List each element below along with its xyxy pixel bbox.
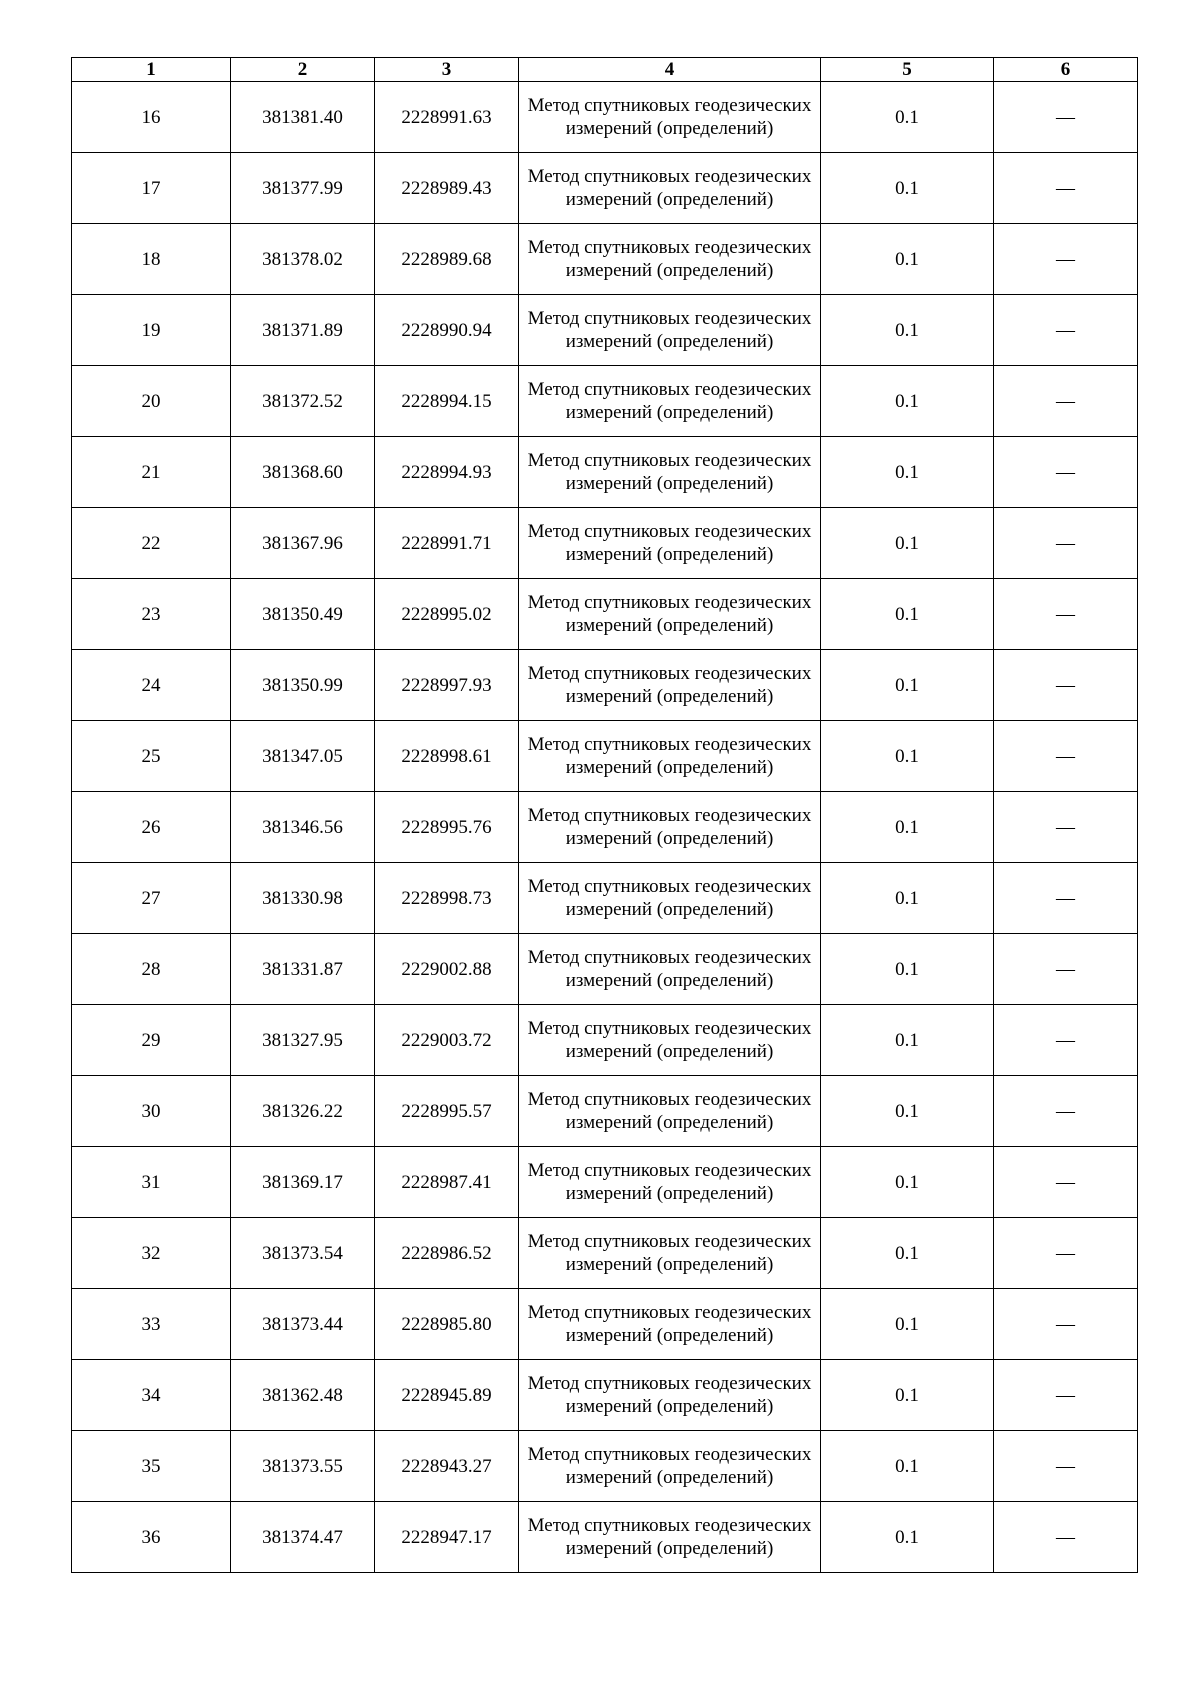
x-coordinate-cell: 381346.56 [231, 792, 375, 863]
y-coordinate-cell: 2228997.93 [375, 650, 519, 721]
precision-cell: 0.1 [821, 1502, 994, 1573]
x-coordinate-cell: 381347.05 [231, 721, 375, 792]
method-cell: Метод спутниковых геодезических измерений (определений) [519, 1360, 821, 1431]
y-coordinate-cell: 2228945.89 [375, 1360, 519, 1431]
method-cell: Метод спутниковых геодезических измерений (определений) [519, 295, 821, 366]
precision-cell: 0.1 [821, 82, 994, 153]
point-number-cell: 16 [72, 82, 231, 153]
precision-cell: 0.1 [821, 437, 994, 508]
note-cell: — [994, 295, 1138, 366]
table-row [72, 1076, 1138, 1147]
note-cell: — [994, 508, 1138, 579]
method-cell: Метод спутниковых геодезических измерений (определений) [519, 437, 821, 508]
x-coordinate-cell: 381369.17 [231, 1147, 375, 1218]
method-cell: Метод спутниковых геодезических измерений (определений) [519, 224, 821, 295]
note-cell: — [994, 934, 1138, 1005]
y-coordinate-cell: 2228990.94 [375, 295, 519, 366]
table-row [72, 650, 1138, 721]
y-coordinate-cell: 2228998.61 [375, 721, 519, 792]
table-row [72, 721, 1138, 792]
note-cell: — [994, 224, 1138, 295]
column-header-1: 1 [72, 58, 231, 82]
table-row [72, 437, 1138, 508]
note-cell: — [994, 1218, 1138, 1289]
x-coordinate-cell: 381373.44 [231, 1289, 375, 1360]
note-cell: — [994, 153, 1138, 224]
y-coordinate-cell: 2228991.63 [375, 82, 519, 153]
note-cell: — [994, 721, 1138, 792]
method-cell: Метод спутниковых геодезических измерений (определений) [519, 508, 821, 579]
x-coordinate-cell: 381331.87 [231, 934, 375, 1005]
point-number-cell: 31 [72, 1147, 231, 1218]
precision-cell: 0.1 [821, 1147, 994, 1218]
note-cell: — [994, 1147, 1138, 1218]
precision-cell: 0.1 [821, 1360, 994, 1431]
x-coordinate-cell: 381378.02 [231, 224, 375, 295]
point-number-cell: 25 [72, 721, 231, 792]
precision-cell: 0.1 [821, 1431, 994, 1502]
method-cell: Метод спутниковых геодезических измерений (определений) [519, 863, 821, 934]
point-number-cell: 17 [72, 153, 231, 224]
x-coordinate-cell: 381330.98 [231, 863, 375, 934]
precision-cell: 0.1 [821, 1076, 994, 1147]
table-row [72, 224, 1138, 295]
y-coordinate-cell: 2228987.41 [375, 1147, 519, 1218]
method-cell: Метод спутниковых геодезических измерений (определений) [519, 1431, 821, 1502]
y-coordinate-cell: 2228995.76 [375, 792, 519, 863]
method-cell: Метод спутниковых геодезических измерений (определений) [519, 1147, 821, 1218]
point-number-cell: 28 [72, 934, 231, 1005]
x-coordinate-cell: 381368.60 [231, 437, 375, 508]
y-coordinate-cell: 2228943.27 [375, 1431, 519, 1502]
y-coordinate-cell: 2228947.17 [375, 1502, 519, 1573]
note-cell: — [994, 650, 1138, 721]
y-coordinate-cell: 2229003.72 [375, 1005, 519, 1076]
table-row [72, 1147, 1138, 1218]
table-row [72, 1431, 1138, 1502]
x-coordinate-cell: 381373.54 [231, 1218, 375, 1289]
table-header [72, 58, 1138, 82]
point-number-cell: 32 [72, 1218, 231, 1289]
note-cell: — [994, 1360, 1138, 1431]
y-coordinate-cell: 2228989.68 [375, 224, 519, 295]
point-number-cell: 30 [72, 1076, 231, 1147]
point-number-cell: 23 [72, 579, 231, 650]
table-row [72, 934, 1138, 1005]
table-body [72, 82, 1138, 1573]
precision-cell: 0.1 [821, 579, 994, 650]
column-header-3: 3 [375, 58, 519, 82]
method-cell: Метод спутниковых геодезических измерений (определений) [519, 1218, 821, 1289]
note-cell: — [994, 437, 1138, 508]
x-coordinate-cell: 381350.99 [231, 650, 375, 721]
point-number-cell: 27 [72, 863, 231, 934]
y-coordinate-cell: 2228986.52 [375, 1218, 519, 1289]
precision-cell: 0.1 [821, 508, 994, 579]
y-coordinate-cell: 2228989.43 [375, 153, 519, 224]
note-cell: — [994, 579, 1138, 650]
table-row [72, 366, 1138, 437]
method-cell: Метод спутниковых геодезических измерений (определений) [519, 82, 821, 153]
x-coordinate-cell: 381374.47 [231, 1502, 375, 1573]
point-number-cell: 36 [72, 1502, 231, 1573]
precision-cell: 0.1 [821, 863, 994, 934]
note-cell: — [994, 82, 1138, 153]
point-number-cell: 18 [72, 224, 231, 295]
table-row [72, 153, 1138, 224]
table-row [72, 295, 1138, 366]
x-coordinate-cell: 381373.55 [231, 1431, 375, 1502]
method-cell: Метод спутниковых геодезических измерений (определений) [519, 792, 821, 863]
x-coordinate-cell: 381377.99 [231, 153, 375, 224]
precision-cell: 0.1 [821, 934, 994, 1005]
method-cell: Метод спутниковых геодезических измерений (определений) [519, 579, 821, 650]
point-number-cell: 26 [72, 792, 231, 863]
table-row [72, 792, 1138, 863]
x-coordinate-cell: 381362.48 [231, 1360, 375, 1431]
table-row [72, 579, 1138, 650]
note-cell: — [994, 1005, 1138, 1076]
table-row [72, 1502, 1138, 1573]
precision-cell: 0.1 [821, 721, 994, 792]
method-cell: Метод спутниковых геодезических измерений (определений) [519, 1005, 821, 1076]
y-coordinate-cell: 2228994.15 [375, 366, 519, 437]
precision-cell: 0.1 [821, 295, 994, 366]
y-coordinate-cell: 2228998.73 [375, 863, 519, 934]
x-coordinate-cell: 381350.49 [231, 579, 375, 650]
point-number-cell: 33 [72, 1289, 231, 1360]
coordinates-table [71, 57, 1138, 1573]
column-header-5: 5 [821, 58, 994, 82]
precision-cell: 0.1 [821, 153, 994, 224]
x-coordinate-cell: 381372.52 [231, 366, 375, 437]
precision-cell: 0.1 [821, 650, 994, 721]
x-coordinate-cell: 381367.96 [231, 508, 375, 579]
method-cell: Метод спутниковых геодезических измерений (определений) [519, 1289, 821, 1360]
note-cell: — [994, 366, 1138, 437]
y-coordinate-cell: 2228985.80 [375, 1289, 519, 1360]
column-header-2: 2 [231, 58, 375, 82]
header-row [72, 58, 1138, 82]
y-coordinate-cell: 2228994.93 [375, 437, 519, 508]
point-number-cell: 19 [72, 295, 231, 366]
table-row [72, 1289, 1138, 1360]
x-coordinate-cell: 381371.89 [231, 295, 375, 366]
note-cell: — [994, 1289, 1138, 1360]
note-cell: — [994, 1431, 1138, 1502]
point-number-cell: 21 [72, 437, 231, 508]
y-coordinate-cell: 2228991.71 [375, 508, 519, 579]
method-cell: Метод спутниковых геодезических измерений (определений) [519, 650, 821, 721]
note-cell: — [994, 1076, 1138, 1147]
precision-cell: 0.1 [821, 1218, 994, 1289]
precision-cell: 0.1 [821, 1289, 994, 1360]
column-header-4: 4 [519, 58, 821, 82]
y-coordinate-cell: 2228995.57 [375, 1076, 519, 1147]
point-number-cell: 20 [72, 366, 231, 437]
point-number-cell: 22 [72, 508, 231, 579]
x-coordinate-cell: 381381.40 [231, 82, 375, 153]
point-number-cell: 34 [72, 1360, 231, 1431]
table-row [72, 1005, 1138, 1076]
table-row [72, 863, 1138, 934]
precision-cell: 0.1 [821, 224, 994, 295]
table-row [72, 1360, 1138, 1431]
method-cell: Метод спутниковых геодезических измерений (определений) [519, 934, 821, 1005]
x-coordinate-cell: 381326.22 [231, 1076, 375, 1147]
y-coordinate-cell: 2229002.88 [375, 934, 519, 1005]
x-coordinate-cell: 381327.95 [231, 1005, 375, 1076]
method-cell: Метод спутниковых геодезических измерений (определений) [519, 721, 821, 792]
point-number-cell: 29 [72, 1005, 231, 1076]
y-coordinate-cell: 2228995.02 [375, 579, 519, 650]
point-number-cell: 35 [72, 1431, 231, 1502]
method-cell: Метод спутниковых геодезических измерений (определений) [519, 153, 821, 224]
note-cell: — [994, 1502, 1138, 1573]
precision-cell: 0.1 [821, 366, 994, 437]
precision-cell: 0.1 [821, 1005, 994, 1076]
method-cell: Метод спутниковых геодезических измерений (определений) [519, 1502, 821, 1573]
precision-cell: 0.1 [821, 792, 994, 863]
note-cell: — [994, 863, 1138, 934]
table-row [72, 82, 1138, 153]
method-cell: Метод спутниковых геодезических измерений (определений) [519, 366, 821, 437]
table-row [72, 1218, 1138, 1289]
point-number-cell: 24 [72, 650, 231, 721]
note-cell: — [994, 792, 1138, 863]
table-row [72, 508, 1138, 579]
column-header-6: 6 [994, 58, 1138, 82]
method-cell: Метод спутниковых геодезических измерений (определений) [519, 1076, 821, 1147]
